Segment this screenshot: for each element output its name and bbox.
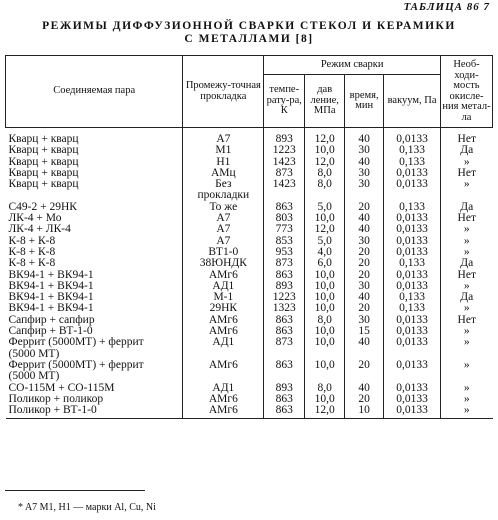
footnote-divider [5,490,145,491]
time-cell-text: 30 [358,144,370,157]
footnote: * A7 M1, H1 — марки Al, Cu, Ni [18,502,156,513]
header-time: время, мин [345,75,384,128]
pair-cell-text: ВК94-1 + ВК94-1 [8,268,94,281]
interlayer-cell [183,258,264,269]
interlayer-cell-text: прокладки [197,189,250,202]
pressure-cell [305,179,345,202]
interlayer-cell-text: АМг6 [208,358,238,371]
temp-cell-text: 853 [275,234,293,247]
pressure-cell [305,128,345,146]
vacuum-cell-text: 0,133 [399,155,426,168]
temp-cell-text: 863 [275,358,293,371]
vacuum-cell-text: 0,133 [399,257,426,270]
vacuum-cell [384,128,441,146]
oxidation-cell-text: Нет [457,166,476,179]
pair-cell-text: К-8 + К-8 [8,234,56,247]
time-cell-text: 40 [358,381,370,394]
pair-cell [6,337,183,360]
oxidation-cell-text: » [463,358,470,371]
interlayer-cell-text: АМг6 [208,392,238,405]
oxidation-cell-text: Да [460,257,474,270]
oxidation-cell-text: » [463,155,470,168]
temp-cell-text: 873 [275,257,293,270]
time-cell-text: 20 [358,245,370,258]
time-cell-text: 30 [358,234,370,247]
vacuum-cell-text: 0,0133 [396,404,428,417]
time-cell [345,405,384,419]
pressure-cell-text: 8,0 [317,166,332,179]
time-cell [345,128,384,146]
pressure-cell-text: 5,0 [317,200,332,213]
pressure-cell-text: 10,0 [314,279,335,292]
vacuum-cell-text: 0,0133 [396,133,428,145]
title-line: С МЕТАЛЛАМИ [8] [184,33,314,45]
interlayer-cell-text: A7 [216,212,231,225]
interlayer-cell-text: АМц [211,166,236,179]
oxidation-cell [441,128,493,146]
oxidation-cell [441,179,493,202]
vacuum-cell-text: 0,133 [399,291,426,304]
vacuum-cell-text: 0,0133 [396,268,428,281]
oxidation-cell [441,224,493,235]
pair-cell-text: Поликор + поликор [8,392,104,405]
header-interlayer: Промежу-точная прокладка [183,56,264,128]
table-row [6,224,493,235]
interlayer-cell-text: АМг6 [208,268,238,281]
temp-cell-text: 863 [275,404,293,417]
oxidation-cell-text: » [463,279,470,292]
pressure-cell [305,360,345,383]
time-cell-text: 20 [358,200,370,213]
pair-cell-text: К-8 + К-8 [8,257,56,270]
vacuum-cell [384,405,441,419]
time-cell-text: 40 [358,223,370,236]
vacuum-cell [384,145,441,156]
table-row [6,337,493,360]
pair-cell-text: Кварц + кварц [8,178,79,191]
pair-cell-text: Феррит (5000МТ) + феррит [8,358,144,371]
vacuum-cell-text: 0,133 [399,200,426,213]
pair-cell [6,360,183,383]
pressure-cell-text: 10,0 [314,144,335,157]
temp-cell-text: 893 [275,279,293,292]
temp-cell [264,128,305,146]
interlayer-cell [183,179,264,202]
temp-cell [264,179,305,202]
time-cell-text: 40 [358,212,370,225]
time-cell [345,224,384,235]
pressure-cell-text: 10,0 [314,268,335,281]
vacuum-cell-text: 0,0133 [396,325,428,338]
vacuum-cell-text: 0,0133 [396,234,428,247]
time-cell-text: 40 [358,155,370,168]
oxidation-cell-text: » [463,302,470,315]
interlayer-cell-text: АД1 [212,381,235,394]
pressure-cell-text: 12,0 [314,223,335,236]
interlayer-cell-text: 38ЮНДК [199,257,247,270]
interlayer-cell-text: АД1 [212,279,235,292]
time-cell [345,337,384,360]
pair-cell-text: Кварц + кварц [8,155,79,168]
pair-cell-text: ВК94-1 + ВК94-1 [8,302,94,315]
pressure-cell-text: 10,0 [314,302,335,315]
temp-cell-text: 1323 [272,302,296,315]
time-cell-text: 40 [358,336,370,349]
time-cell [345,360,384,383]
vacuum-cell-text: 0,0133 [396,245,428,258]
time-cell-text: 30 [358,178,370,191]
pair-cell-text: Кварц + кварц [8,144,79,157]
pressure-cell-text: 10,0 [314,291,335,304]
interlayer-cell [183,224,264,235]
time-cell-text: 20 [358,302,370,315]
time-cell-text: 40 [358,133,370,145]
temp-cell-text: 863 [275,392,293,405]
oxidation-cell-text: » [463,381,470,394]
interlayer-cell-text: A7 [216,133,231,145]
vacuum-cell [384,224,441,235]
oxidation-cell-text: » [463,404,470,417]
time-cell-text: 30 [358,166,370,179]
table-title [0,20,498,46]
table-number: ТАБЛИЦА 86 7 [403,1,490,13]
pressure-cell-text: 12,0 [314,133,335,145]
pressure-cell [305,258,345,269]
vacuum-cell-text: 0,0133 [396,212,428,225]
temp-cell [264,258,305,269]
time-cell [345,258,384,269]
temp-cell-text: 803 [275,212,293,225]
interlayer-cell-text: АМг6 [208,325,238,338]
vacuum-cell-text: 0,0133 [396,336,428,349]
oxidation-cell [441,258,493,269]
interlayer-cell [183,128,264,146]
pair-cell-text: (5000 МТ) [8,347,60,360]
interlayer-cell-text: 29НК [209,302,238,315]
vacuum-cell-text: 0,0133 [396,313,428,326]
oxidation-cell-text: Да [460,144,474,157]
oxidation-cell [441,405,493,419]
oxidation-cell-text: Нет [457,133,476,145]
header-vacuum: вакуум, Па [384,75,441,128]
pair-cell-text: СО-115М + СО-115М [8,381,115,394]
temp-cell-text: 863 [275,313,293,326]
temp-cell-text: 893 [275,381,293,394]
pair-cell [6,224,183,235]
pair-cell-text: С49-2 + 29НК [8,200,77,213]
interlayer-cell-text: A7 [216,223,231,236]
pressure-cell-text: 10,0 [314,325,335,338]
pair-cell [6,405,183,419]
time-cell-text: 30 [358,313,370,326]
temp-cell-text: 1423 [272,155,296,168]
temp-cell [264,405,305,419]
oxidation-cell-text: » [463,336,470,349]
table-body [6,128,493,419]
temp-cell-text: 863 [275,325,293,338]
interlayer-cell-text: Без [215,178,232,191]
vacuum-cell-text: 0,0133 [396,223,428,236]
vacuum-cell [384,360,441,383]
vacuum-cell-text: 0,0133 [396,166,428,179]
time-cell-text: 15 [358,325,370,338]
pressure-cell-text: 10,0 [314,212,335,225]
vacuum-cell [384,337,441,360]
pair-cell-text: ВК94-1 + ВК94-1 [8,291,94,304]
table-row [6,360,493,383]
temp-cell-text: 893 [275,133,293,145]
interlayer-cell [183,360,264,383]
temp-cell-text: 1223 [272,144,296,157]
pressure-cell-text: 10,0 [314,336,335,349]
interlayer-cell-text: A7 [216,234,231,247]
interlayer-cell-text: ВТ1-0 [208,245,239,258]
time-cell-text: 20 [358,358,370,371]
vacuum-cell [384,179,441,202]
temp-cell-text: 863 [275,200,293,213]
pair-cell-text: ЛК-4 + ЛК-4 [8,223,71,236]
interlayer-cell [183,337,264,360]
pressure-cell-text: 5,0 [317,234,332,247]
table-row [6,258,493,269]
pair-cell-text: Поликор + ВТ-1-0 [8,404,97,417]
pressure-cell-text: 4,0 [317,245,332,258]
interlayer-cell [183,405,264,419]
time-cell-text: 40 [358,291,370,304]
time-cell-text: 20 [358,257,370,270]
interlayer-cell [183,145,264,156]
table-row [6,179,493,202]
pressure-cell-text: 8,0 [317,313,332,326]
pair-cell-text: Сапфир + ВТ-1-0 [8,325,93,338]
pressure-cell-text: 10,0 [314,392,335,405]
temp-cell [264,360,305,383]
pressure-cell-text: 8,0 [317,381,332,394]
vacuum-cell-text: 0,0133 [396,279,428,292]
pressure-cell-text: 10,0 [314,358,335,371]
vacuum-cell-text: 0,0133 [396,392,428,405]
title-line: РЕЖИМЫ ДИФФУЗИОННОЙ СВАРКИ СТЕКОЛ И КЕРАМИКИ [42,20,456,32]
interlayer-cell-text: То же [209,200,238,213]
pair-cell-text: Кварц + кварц [8,133,79,145]
interlayer-cell-text: АМг6 [208,404,238,417]
oxidation-cell-text: Нет [457,313,476,326]
pressure-cell [305,224,345,235]
pressure-cell-text: 12,0 [314,155,335,168]
oxidation-cell-text: Да [460,291,474,304]
oxidation-cell-text: Нет [457,268,476,281]
oxidation-cell [441,360,493,383]
header-oxidation: Необ-ходи-мость окисле-ния метал-ла [441,56,493,128]
oxidation-cell-text: Да [460,200,474,213]
vacuum-cell-text: 0,133 [399,302,426,315]
time-cell-text: 10 [358,404,370,417]
pair-cell [6,128,183,146]
welding-modes-table [5,55,493,419]
temp-cell-text: 773 [275,223,293,236]
oxidation-cell-text: Нет [457,212,476,225]
table-row [6,405,493,419]
vacuum-cell-text: 0,0133 [396,358,428,371]
oxidation-cell-text: » [463,392,470,405]
oxidation-cell [441,337,493,360]
pressure-cell-text: 12,0 [314,404,335,417]
oxidation-cell-text: » [463,234,470,247]
vacuum-cell-text: 0,133 [399,144,426,157]
oxidation-cell-text: » [463,245,470,258]
table-row [6,128,493,146]
oxidation-cell-text: » [463,223,470,236]
pressure-cell [305,337,345,360]
header-temp: темпе-рату-ра, К [264,75,305,128]
vacuum-cell-text: 0,0133 [396,178,428,191]
interlayer-cell-text: АМг6 [208,313,238,326]
time-cell [345,145,384,156]
temp-cell-text: 1423 [272,178,296,191]
table-row [6,145,493,156]
pair-cell [6,145,183,156]
pair-cell-text: Кварц + кварц [8,166,79,179]
header-pressure: дав ление, МПа [305,75,345,128]
temp-cell [264,224,305,235]
pressure-cell [305,145,345,156]
pair-cell-text: ВК94-1 + ВК94-1 [8,279,94,292]
oxidation-cell-text: » [463,325,470,338]
interlayer-cell-text: M1 [215,144,232,157]
pair-cell-text: (5000 МТ) [8,370,60,383]
time-cell-text: 20 [358,392,370,405]
time-cell-text: 30 [358,279,370,292]
interlayer-cell-text: АД1 [212,336,235,349]
header-mode: Режим сварки [264,56,441,75]
pressure-cell-text: 6,0 [317,257,332,270]
pressure-cell-text: 8,0 [317,178,332,191]
temp-cell-text: 873 [275,166,293,179]
temp-cell [264,145,305,156]
temp-cell-text: 953 [275,245,293,258]
vacuum-cell-text: 0,0133 [396,381,428,394]
time-cell [345,179,384,202]
pair-cell-text: ЛК-4 + Мо [8,212,62,225]
oxidation-cell [441,145,493,156]
vacuum-cell [384,258,441,269]
interlayer-cell-text: H1 [216,155,231,168]
pair-cell [6,179,183,202]
temp-cell-text: 863 [275,268,293,281]
header-pair: Соединяемая пара [6,56,183,128]
time-cell-text: 20 [358,268,370,281]
oxidation-cell-text: » [463,178,470,191]
interlayer-cell-text: М-1 [213,291,234,304]
pair-cell-text: Феррит (5000МТ) + феррит [8,336,144,349]
pair-cell [6,258,183,269]
pair-cell-text: Сапфир + сапфир [8,313,95,326]
temp-cell-text: 873 [275,336,293,349]
pair-cell-text: К-8 + К-8 [8,245,56,258]
temp-cell [264,337,305,360]
pressure-cell [305,405,345,419]
temp-cell-text: 1223 [272,291,296,304]
